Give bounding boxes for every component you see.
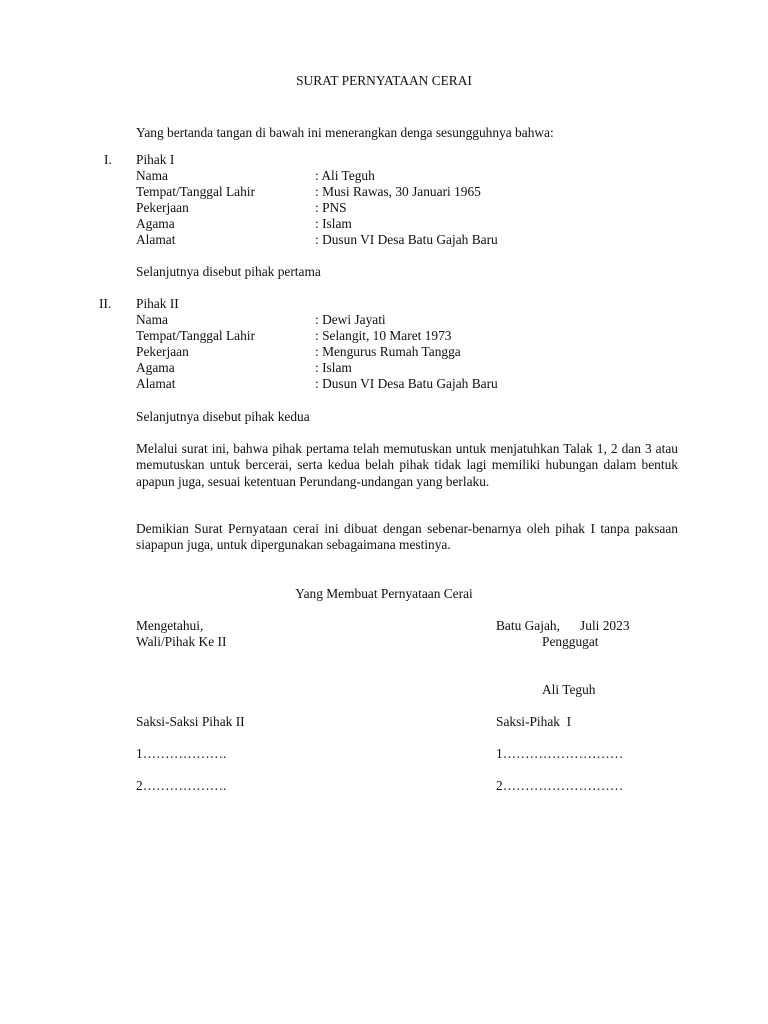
party1-name-label: Nama xyxy=(136,168,168,183)
witness-left-line-2: 2………………. xyxy=(136,778,227,793)
party1-birth-label: Tempat/Tanggal Lahir xyxy=(136,184,255,199)
party2-note: Selanjutnya disebut pihak kedua xyxy=(136,409,310,424)
witness-right-line-1: 1……………………… xyxy=(496,746,624,761)
statement-paragraph: Melalui surat ini, bahwa pihak pertama telah memutuskan untuk menjatuhkan Talak 1, 2 dan 3 atau memutuskan untuk bercerai, serta kedua belah pihak tidak lagi memiliki hubungan dalam bentuk apapun juga, sesuai ketentuan Perundang-undangan yang berlaku. xyxy=(136,441,678,489)
party2-birth-label: Tempat/Tanggal Lahir xyxy=(136,328,255,343)
party1-number: I. xyxy=(104,152,112,167)
witness-right-heading: Saksi-Pihak I xyxy=(496,714,572,729)
party2-heading: Pihak II xyxy=(136,296,179,311)
guardian-label: Wali/Pihak Ke II xyxy=(136,634,227,649)
witness-right-line-2: 2……………………… xyxy=(496,778,624,793)
acknowledged-label: Mengetahui, xyxy=(136,618,204,633)
party1-job-label: Pekerjaan xyxy=(136,200,189,215)
party1-address-label: Alamat xyxy=(136,232,176,247)
party1-birth-value: : Musi Rawas, 30 Januari 1965 xyxy=(315,184,481,199)
party2-address-value: : Dusun VI Desa Batu Gajah Baru xyxy=(315,376,498,391)
intro-text: Yang bertanda tangan di bawah ini menerangkan denga sesungguhnya bahwa: xyxy=(136,125,554,140)
party2-religion-label: Agama xyxy=(136,360,175,375)
party1-heading: Pihak I xyxy=(136,152,175,167)
party2-address-label: Alamat xyxy=(136,376,176,391)
party1-address-value: : Dusun VI Desa Batu Gajah Baru xyxy=(315,232,498,247)
party2-job-label: Pekerjaan xyxy=(136,344,189,359)
party2-religion-value: : Islam xyxy=(315,360,352,375)
party1-note: Selanjutnya disebut pihak pertama xyxy=(136,264,321,279)
party1-job-value: : PNS xyxy=(315,200,347,215)
party2-name-value: : Dewi Jayati xyxy=(315,312,386,327)
witness-left-heading: Saksi-Saksi Pihak II xyxy=(136,714,245,729)
closing-paragraph: Demikian Surat Pernyataan cerai ini dibuat dengan sebenar-benarnya oleh pihak I tanpa paksaan siapapun juga, untuk dipergunakan sebagaimana mestinya. xyxy=(136,521,678,553)
plaintiff-name: Ali Teguh xyxy=(542,682,596,697)
plaintiff-role: Penggugat xyxy=(542,634,599,649)
signature-heading: Yang Membuat Pernyataan Cerai xyxy=(295,586,473,601)
place-date: Batu Gajah, Juli 2023 xyxy=(496,618,630,633)
party1-name-value: : Ali Teguh xyxy=(315,168,375,183)
party2-birth-value: : Selangit, 10 Maret 1973 xyxy=(315,328,452,343)
party2-job-value: : Mengurus Rumah Tangga xyxy=(315,344,461,359)
party2-number: II. xyxy=(99,296,112,311)
party2-name-label: Nama xyxy=(136,312,168,327)
witness-left-line-1: 1………………. xyxy=(136,746,227,761)
party1-religion-label: Agama xyxy=(136,216,175,231)
party1-religion-value: : Islam xyxy=(315,216,352,231)
document-title: SURAT PERNYATAAN CERAI xyxy=(296,73,472,88)
